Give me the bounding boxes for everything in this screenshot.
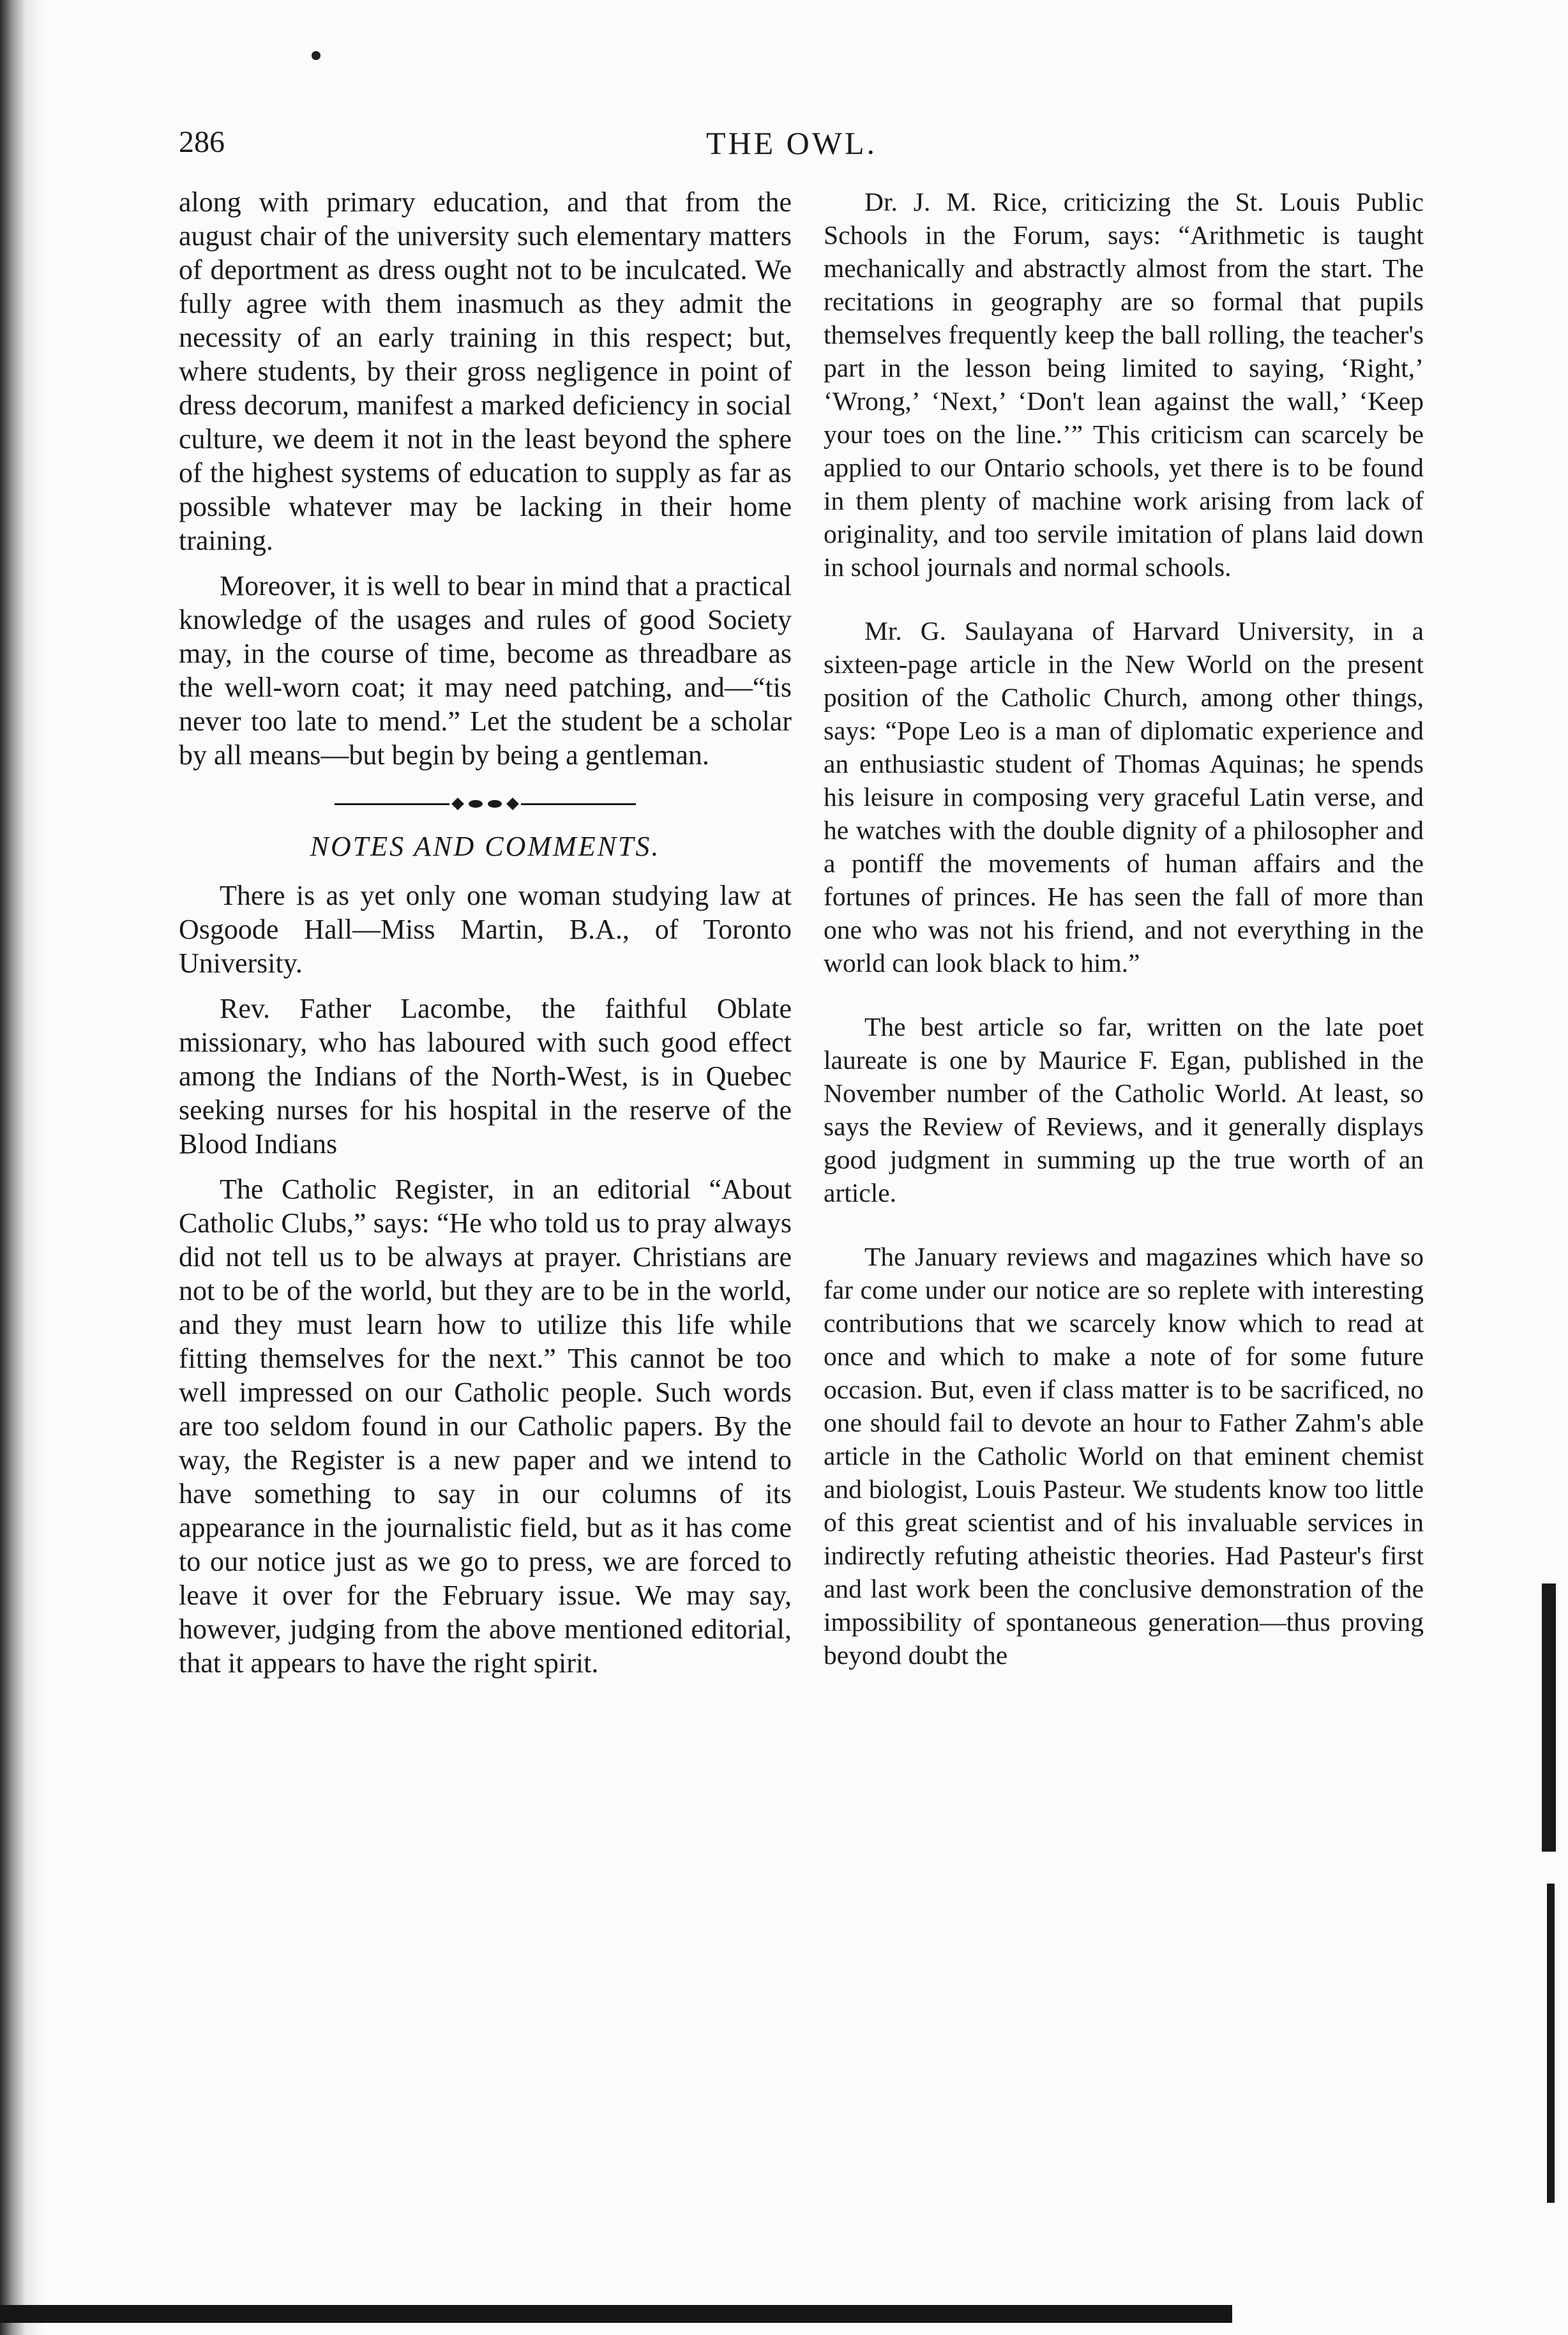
ornament-rule — [521, 803, 636, 805]
paragraph: The January reviews and magazines which have so far come under our notice are so replete with interesting contributions that we scarcely know which to read at once and which to make a note of for some future occasion. But, even if class matter is to be sacrificed, no one should fail to devote an hour to Father Zahm's able article in the Catholic World on that eminent chemist and biologist, Louis Pasteur. We students know too little of this great scientist and of his invaluable services in indirectly refuting atheistic theories. Had Pasteur's first and last work been the conclusive demonstration of the impossibility of spontaneous generation—thus proving beyond doubt the — [824, 1242, 1424, 1670]
paragraph: The Catholic Register, in an editorial “About Catholic Clubs,” says: “He who told us to pray always did not tell us to be always at prayer. Christians are not to be of the world, but they are to be in the world, and they must learn how to utilize this life while fitting themselves for the next.” This cannot be too well impressed on our Catholic people. Such words are too seldom found in our Catholic papers. By the way, the Register is a new paper and we intend to have something to say in our columns of its appearance in the journalistic field, but as it has come to our notice just as we go to press, we are forced to leave it over for the February issue. We may say, however, judging from the above mentioned editorial, that it appears to have the right spirit. — [179, 1174, 792, 1679]
section-ornament — [179, 797, 792, 810]
ornament-diamond — [506, 797, 519, 810]
ornament-diamond — [451, 797, 464, 810]
left-column — [179, 185, 792, 1691]
ornament-leaf — [469, 800, 483, 808]
running-title: THE OWL. — [705, 125, 878, 161]
paragraph: Dr. J. M. Rice, criticizing the St. Louis Public Schools in the Forum, says: “Arithmetic is taught mechanically and abstractly almost from the start. The recitations in geography are so formal that pupils themselves frequently keep the ball rolling, the teacher's part in the lesson being limited to saying, ‘Right,’ ‘Wrong,’ ‘Next,’ ‘Don't lean against the wall,’ ‘Keep your toes on the line.’” This criticism can scarcely be applied to our Ontario schools, yet there is to be found in them plenty of machine work arising from lack of originality, and too servile imitation of plans laid down in school journals and normal schools. — [824, 187, 1424, 582]
scan-edge-shadow — [0, 0, 45, 2335]
paragraph: Mr. G. Saulayana of Harvard University, in a sixteen-page article in the New World on the present position of the Catholic Church, among other things, says: “Pope Leo is a man of diplomatic experience and an enthusiastic student of Thomas Aquinas; he spends his leisure in composing very graceful Latin verse, and he watches with the double dignity of a philosopher and a pontiff the movements of human affairs and the fortunes of princes. He has seen the fall of more than one who was not his friend, and not everything in the world can look black to him.” — [824, 616, 1424, 978]
paragraph: along with primary education, and that from the august chair of the university such elementary matters of deportment as dress ought not to be inculcated. We fully agree with them inasmuch as they admit the necessity of an early training in this respect; but, where students, by their gross negligence in point of dress decorum, manifest a marked deficiency in social culture, we deem it not in the least beyond the sphere of the highest systems of education to supply as far as possible whatever may be lacking in their home training. — [179, 186, 792, 556]
margin-ink-mark — [1547, 1884, 1555, 2203]
paragraph: There is as yet only one woman studying law at Osgoode Hall—Miss Martin, B.A., of Toronto University. — [179, 880, 792, 979]
paragraph: Moreover, it is well to bear in mind that a practical knowledge of the usages and rules of good Society may, in the course of time, become as threadbare as the well-worn coat; it may need patching, and—“tis never too late to mend.” Let the student be a scholar by all means—but begin by being a gentleman. — [179, 570, 792, 771]
right-column — [824, 185, 1424, 1683]
ink-speck — [312, 51, 320, 60]
margin-ink-mark — [1542, 1583, 1556, 1852]
section-heading: NOTES AND COMMENTS. — [310, 831, 661, 862]
ornament-leaf — [488, 800, 502, 808]
page-header — [179, 125, 1405, 163]
paragraph: The best article so far, written on the late poet laureate is one by Maurice F. Egan, published in the November number of the Catholic World. At least, so says the Review of Reviews, and it generally displays good judgment in summing up the true worth of an article. — [824, 1012, 1424, 1207]
page-number: 286 — [179, 125, 225, 159]
scan-bottom-bar — [0, 2305, 1232, 2323]
paragraph: Rev. Father Lacombe, the faithful Oblate missionary, who has laboured with such good effect among the Indians of the North-West, is in Quebec seeking nurses for his hospital in the reserve of the Blood Indians — [179, 993, 792, 1160]
ornament-rule — [335, 803, 449, 805]
